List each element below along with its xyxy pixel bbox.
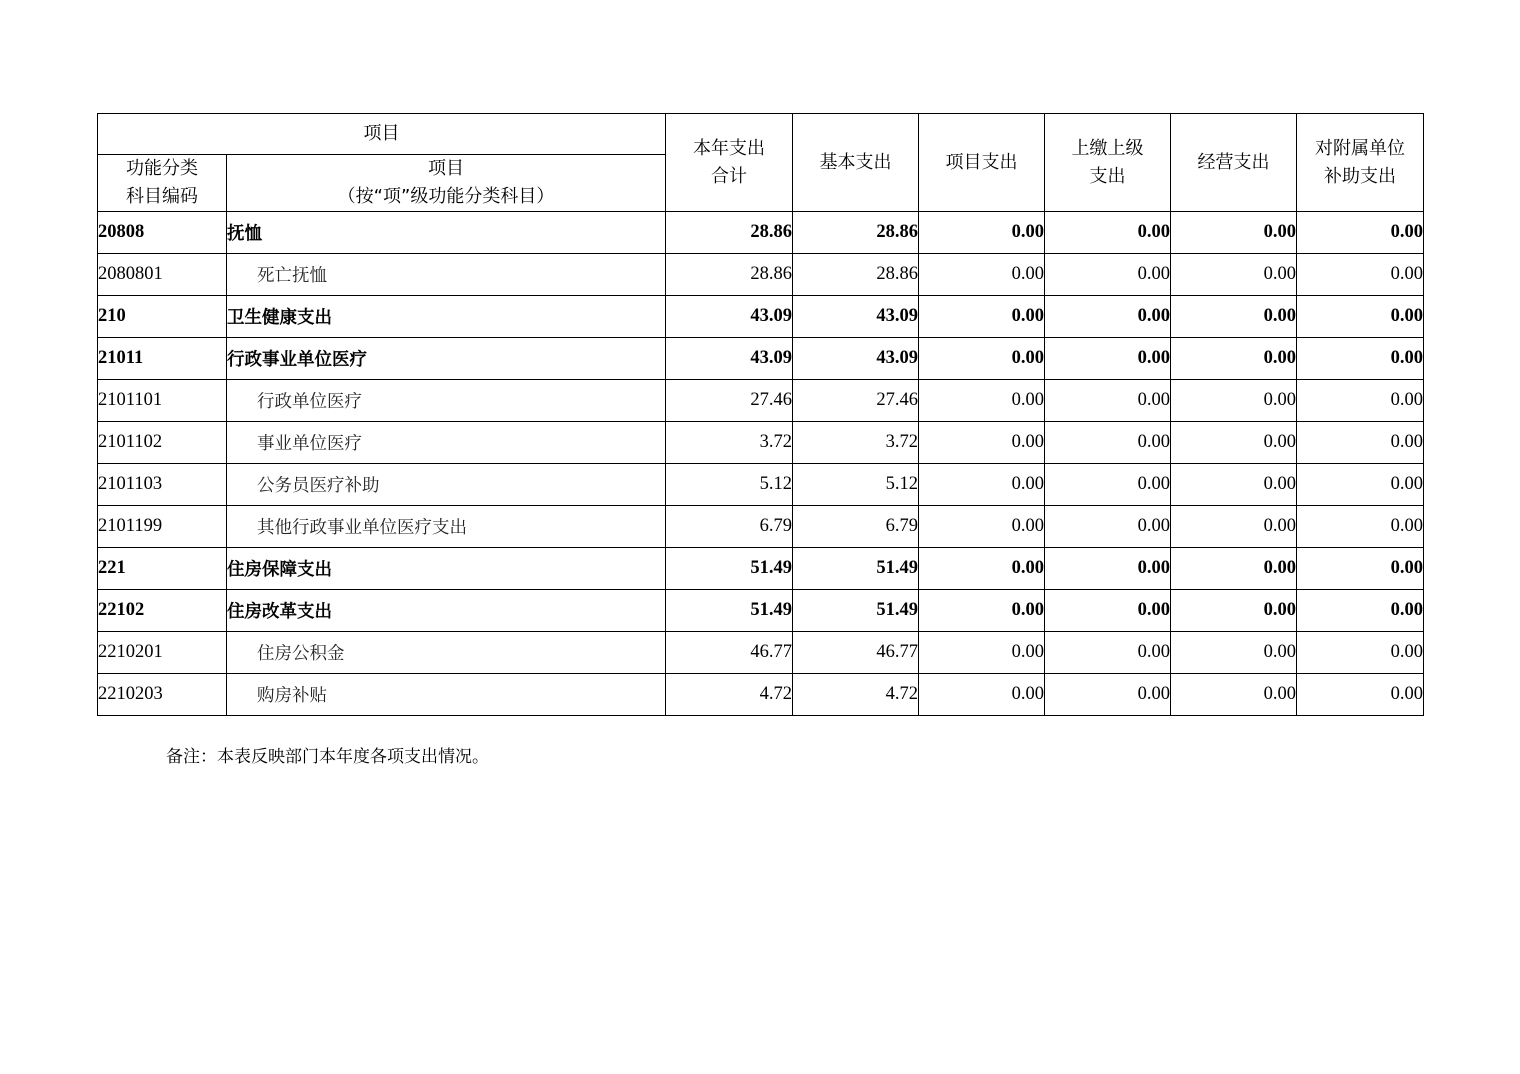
row-upper: 0.00 bbox=[1045, 674, 1171, 716]
row-code: 2210203 bbox=[98, 674, 227, 716]
row-code: 21011 bbox=[98, 338, 227, 380]
header-subsidy: 对附属单位 补助支出 bbox=[1297, 114, 1424, 212]
table-row bbox=[98, 338, 1424, 380]
row-code: 2080801 bbox=[98, 254, 227, 296]
row-name: 死亡抚恤 bbox=[227, 254, 666, 296]
row-upper: 0.00 bbox=[1045, 380, 1171, 422]
row-total: 28.86 bbox=[666, 254, 793, 296]
row-code: 2101101 bbox=[98, 380, 227, 422]
row-basic: 28.86 bbox=[793, 254, 919, 296]
row-basic: 51.49 bbox=[793, 548, 919, 590]
header-code: 功能分类 科目编码 bbox=[98, 155, 227, 212]
row-subsidy: 0.00 bbox=[1297, 338, 1424, 380]
row-subsidy: 0.00 bbox=[1297, 506, 1424, 548]
row-name: 住房公积金 bbox=[227, 632, 666, 674]
row-basic: 5.12 bbox=[793, 464, 919, 506]
header-item: 项目 bbox=[98, 114, 666, 155]
table-row bbox=[98, 674, 1424, 716]
row-code: 210 bbox=[98, 296, 227, 338]
row-upper: 0.00 bbox=[1045, 212, 1171, 254]
row-subsidy: 0.00 bbox=[1297, 422, 1424, 464]
row-project: 0.00 bbox=[919, 254, 1045, 296]
row-name: 公务员医疗补助 bbox=[227, 464, 666, 506]
table-row bbox=[98, 380, 1424, 422]
row-subsidy: 0.00 bbox=[1297, 548, 1424, 590]
row-business: 0.00 bbox=[1171, 590, 1297, 632]
row-upper: 0.00 bbox=[1045, 632, 1171, 674]
row-total: 43.09 bbox=[666, 296, 793, 338]
row-project: 0.00 bbox=[919, 296, 1045, 338]
header-name: 项目 （按“项”级功能分类科目） bbox=[227, 155, 666, 212]
row-name: 卫生健康支出 bbox=[227, 296, 666, 338]
header-upper: 上缴上级 支出 bbox=[1045, 114, 1171, 212]
header-total: 本年支出 合计 bbox=[666, 114, 793, 212]
row-subsidy: 0.00 bbox=[1297, 296, 1424, 338]
row-upper: 0.00 bbox=[1045, 338, 1171, 380]
row-project: 0.00 bbox=[919, 212, 1045, 254]
row-total: 51.49 bbox=[666, 548, 793, 590]
row-total: 4.72 bbox=[666, 674, 793, 716]
row-business: 0.00 bbox=[1171, 296, 1297, 338]
row-total: 46.77 bbox=[666, 632, 793, 674]
row-upper: 0.00 bbox=[1045, 296, 1171, 338]
row-business: 0.00 bbox=[1171, 212, 1297, 254]
row-project: 0.00 bbox=[919, 632, 1045, 674]
row-business: 0.00 bbox=[1171, 548, 1297, 590]
row-business: 0.00 bbox=[1171, 506, 1297, 548]
row-basic: 28.86 bbox=[793, 212, 919, 254]
row-project: 0.00 bbox=[919, 506, 1045, 548]
row-basic: 6.79 bbox=[793, 506, 919, 548]
row-total: 6.79 bbox=[666, 506, 793, 548]
row-name: 抚恤 bbox=[227, 212, 666, 254]
header-basic: 基本支出 bbox=[793, 114, 919, 212]
row-name: 行政单位医疗 bbox=[227, 380, 666, 422]
table-row bbox=[98, 506, 1424, 548]
row-basic: 3.72 bbox=[793, 422, 919, 464]
row-total: 28.86 bbox=[666, 212, 793, 254]
table-row bbox=[98, 254, 1424, 296]
row-basic: 51.49 bbox=[793, 590, 919, 632]
row-basic: 4.72 bbox=[793, 674, 919, 716]
row-code: 2101103 bbox=[98, 464, 227, 506]
row-business: 0.00 bbox=[1171, 464, 1297, 506]
row-upper: 0.00 bbox=[1045, 422, 1171, 464]
row-project: 0.00 bbox=[919, 422, 1045, 464]
row-name: 住房改革支出 bbox=[227, 590, 666, 632]
row-project: 0.00 bbox=[919, 464, 1045, 506]
row-upper: 0.00 bbox=[1045, 464, 1171, 506]
table-row bbox=[98, 212, 1424, 254]
row-total: 43.09 bbox=[666, 338, 793, 380]
row-subsidy: 0.00 bbox=[1297, 674, 1424, 716]
row-business: 0.00 bbox=[1171, 674, 1297, 716]
row-name: 其他行政事业单位医疗支出 bbox=[227, 506, 666, 548]
table-row bbox=[98, 464, 1424, 506]
row-total: 27.46 bbox=[666, 380, 793, 422]
row-code: 2101102 bbox=[98, 422, 227, 464]
row-code: 221 bbox=[98, 548, 227, 590]
row-upper: 0.00 bbox=[1045, 590, 1171, 632]
row-subsidy: 0.00 bbox=[1297, 254, 1424, 296]
row-name: 购房补贴 bbox=[227, 674, 666, 716]
row-upper: 0.00 bbox=[1045, 506, 1171, 548]
table-row bbox=[98, 422, 1424, 464]
header-business: 经营支出 bbox=[1171, 114, 1297, 212]
table-row bbox=[98, 296, 1424, 338]
row-name: 行政事业单位医疗 bbox=[227, 338, 666, 380]
row-business: 0.00 bbox=[1171, 632, 1297, 674]
row-code: 20808 bbox=[98, 212, 227, 254]
row-code: 22102 bbox=[98, 590, 227, 632]
row-total: 5.12 bbox=[666, 464, 793, 506]
row-business: 0.00 bbox=[1171, 338, 1297, 380]
row-basic: 43.09 bbox=[793, 338, 919, 380]
row-upper: 0.00 bbox=[1045, 548, 1171, 590]
row-project: 0.00 bbox=[919, 590, 1045, 632]
row-subsidy: 0.00 bbox=[1297, 464, 1424, 506]
row-project: 0.00 bbox=[919, 338, 1045, 380]
table-row bbox=[98, 632, 1424, 674]
row-upper: 0.00 bbox=[1045, 254, 1171, 296]
table-note: 备注：本表反映部门本年度各项支出情况。 bbox=[166, 747, 489, 767]
row-business: 0.00 bbox=[1171, 254, 1297, 296]
row-subsidy: 0.00 bbox=[1297, 632, 1424, 674]
row-basic: 43.09 bbox=[793, 296, 919, 338]
row-business: 0.00 bbox=[1171, 380, 1297, 422]
row-basic: 46.77 bbox=[793, 632, 919, 674]
row-basic: 27.46 bbox=[793, 380, 919, 422]
row-total: 51.49 bbox=[666, 590, 793, 632]
row-subsidy: 0.00 bbox=[1297, 212, 1424, 254]
row-subsidy: 0.00 bbox=[1297, 380, 1424, 422]
row-total: 3.72 bbox=[666, 422, 793, 464]
expenditure-table bbox=[97, 113, 1424, 716]
row-code: 2210201 bbox=[98, 632, 227, 674]
row-subsidy: 0.00 bbox=[1297, 590, 1424, 632]
header-project: 项目支出 bbox=[919, 114, 1045, 212]
row-name: 事业单位医疗 bbox=[227, 422, 666, 464]
row-name: 住房保障支出 bbox=[227, 548, 666, 590]
table-row bbox=[98, 590, 1424, 632]
row-code: 2101199 bbox=[98, 506, 227, 548]
table-row bbox=[98, 548, 1424, 590]
row-project: 0.00 bbox=[919, 674, 1045, 716]
row-project: 0.00 bbox=[919, 548, 1045, 590]
row-business: 0.00 bbox=[1171, 422, 1297, 464]
row-project: 0.00 bbox=[919, 380, 1045, 422]
header-row-1 bbox=[98, 114, 1424, 155]
